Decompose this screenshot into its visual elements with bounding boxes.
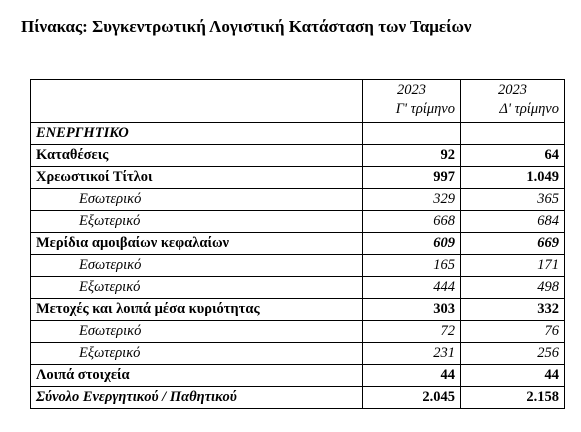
section-q3-empty bbox=[363, 123, 461, 145]
row-q3-value: 92 bbox=[363, 145, 461, 167]
table-row bbox=[31, 299, 565, 321]
row-label: Εξωτερικό bbox=[31, 277, 363, 299]
section-label: ΕΝΕΡΓΗΤΙΚΟ bbox=[31, 123, 363, 145]
table-row bbox=[31, 189, 565, 211]
row-label: Εσωτερικό bbox=[31, 255, 363, 277]
row-q4-value: 669 bbox=[461, 233, 565, 255]
section-row bbox=[31, 123, 565, 145]
table-row bbox=[31, 277, 565, 299]
header-empty-cell bbox=[31, 80, 363, 123]
row-q4-value: 365 bbox=[461, 189, 565, 211]
row-q3-value: 72 bbox=[363, 321, 461, 343]
row-q4-value: 1.049 bbox=[461, 167, 565, 189]
row-q4-value: 332 bbox=[461, 299, 565, 321]
row-label: Εσωτερικό bbox=[31, 321, 363, 343]
row-label: Εξωτερικό bbox=[31, 343, 363, 365]
header-q4-year: 2023 bbox=[498, 82, 527, 98]
header-q3-quarter: Γ' τρίμηνο bbox=[395, 101, 455, 117]
total-q3-value: 2.045 bbox=[363, 387, 461, 409]
row-q3-value: 609 bbox=[363, 233, 461, 255]
row-q3-value: 44 bbox=[363, 365, 461, 387]
table-header-row bbox=[31, 80, 565, 123]
row-label: Εσωτερικό bbox=[31, 189, 363, 211]
table-row bbox=[31, 321, 565, 343]
header-q4 bbox=[461, 80, 565, 123]
row-q3-value: 303 bbox=[363, 299, 461, 321]
table-row bbox=[31, 255, 565, 277]
table-row bbox=[31, 167, 565, 189]
table-row bbox=[31, 211, 565, 233]
row-q3-value: 231 bbox=[363, 343, 461, 365]
total-label: Σύνολο Ενεργητικού / Παθητικού bbox=[31, 387, 363, 409]
row-q3-value: 444 bbox=[363, 277, 461, 299]
row-q4-value: 44 bbox=[461, 365, 565, 387]
total-row bbox=[31, 387, 565, 409]
row-q3-value: 997 bbox=[363, 167, 461, 189]
row-label: Χρεωστικοί Τίτλοι bbox=[31, 167, 363, 189]
header-q3 bbox=[363, 80, 461, 123]
page-title: Πίνακας: Συγκεντρωτική Λογιστική Κατάσταση των Ταμείων bbox=[21, 17, 472, 36]
row-q4-value: 256 bbox=[461, 343, 565, 365]
row-label: Λοιπά στοιχεία bbox=[31, 365, 363, 387]
table-row bbox=[31, 343, 565, 365]
row-q4-value: 64 bbox=[461, 145, 565, 167]
section-q4-empty bbox=[461, 123, 565, 145]
row-q4-value: 684 bbox=[461, 211, 565, 233]
table-row bbox=[31, 145, 565, 167]
row-label: Καταθέσεις bbox=[31, 145, 363, 167]
row-label: Μερίδια αμοιβαίων κεφαλαίων bbox=[31, 233, 363, 255]
row-label: Μετοχές και λοιπά μέσα κυριότητας bbox=[31, 299, 363, 321]
table-row bbox=[31, 233, 565, 255]
row-q3-value: 329 bbox=[363, 189, 461, 211]
row-q4-value: 171 bbox=[461, 255, 565, 277]
total-q4-value: 2.158 bbox=[461, 387, 565, 409]
row-q3-value: 668 bbox=[363, 211, 461, 233]
header-q3-year: 2023 bbox=[397, 82, 426, 98]
row-q4-value: 498 bbox=[461, 277, 565, 299]
row-label: Εξωτερικό bbox=[31, 211, 363, 233]
header-q4-quarter: Δ' τρίμηνο bbox=[499, 101, 559, 117]
accounting-table bbox=[30, 79, 565, 409]
table-row bbox=[31, 365, 565, 387]
row-q4-value: 76 bbox=[461, 321, 565, 343]
row-q3-value: 165 bbox=[363, 255, 461, 277]
